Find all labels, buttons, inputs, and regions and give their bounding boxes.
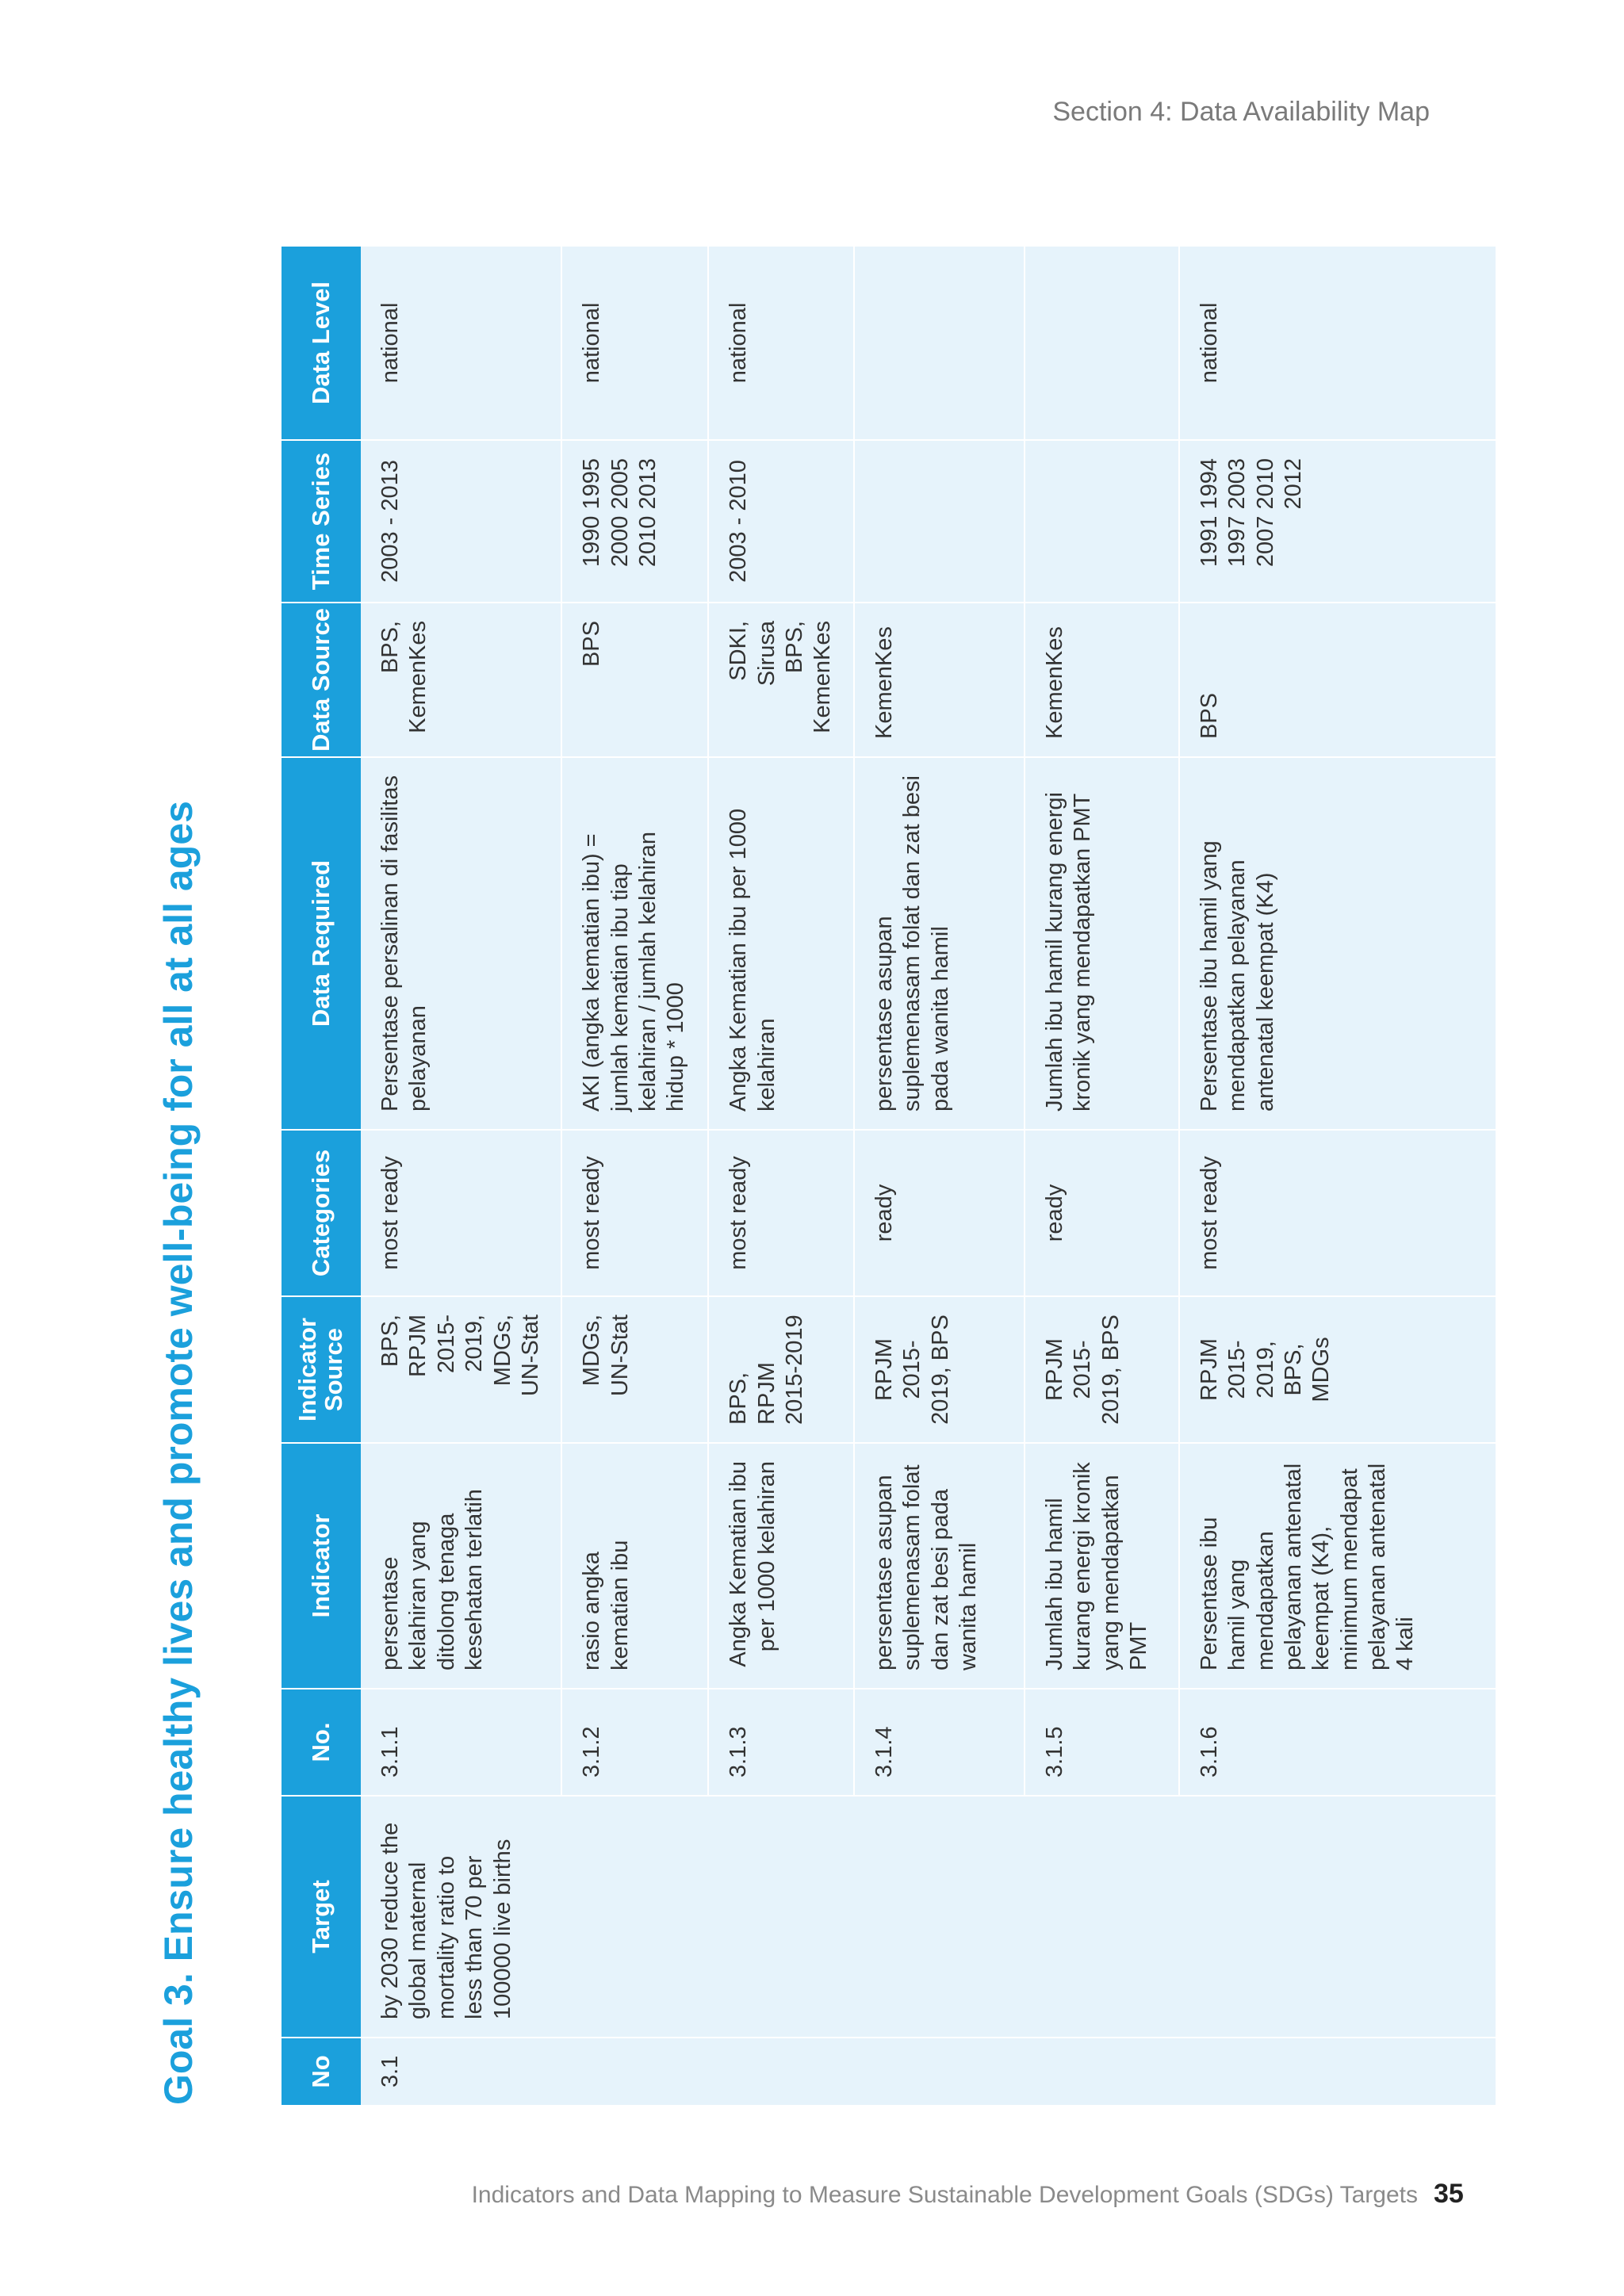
indicator-cell: persentase kelahiran yang ditolong tenaga kesehatan terlatih bbox=[361, 1443, 561, 1689]
data-required-cell: Persentase ibu hamil yang mendapatkan pelayanan antenatal keempat (K4) bbox=[1179, 757, 1496, 1130]
indicator-cell: Angka Kematian ibu per 1000 kelahiran bbox=[708, 1443, 854, 1689]
indicator-cell: persentase asupan suplemenasam folat dan zat besi pada wanita hamil bbox=[854, 1443, 1025, 1689]
data-source-cell: KemenKes bbox=[1025, 603, 1179, 757]
target-no-cell: 3.1 bbox=[361, 2038, 1496, 2105]
indicator-source-cell: RPJM 2015-2019, BPS, MDGs bbox=[1179, 1296, 1496, 1443]
indicator-cell: rasio angka kematian ibu bbox=[561, 1443, 708, 1689]
time-series-cell: 2003 - 2013 bbox=[361, 440, 561, 603]
col-header-target: Target bbox=[282, 1796, 361, 2038]
categories-cell: most ready bbox=[361, 1130, 561, 1296]
indicator-no-cell: 3.1.6 bbox=[1179, 1689, 1496, 1796]
footer-text: Indicators and Data Mapping to Measure Sustainable Development Goals (SDGs) Targets bbox=[471, 2182, 1418, 2208]
categories-cell: ready bbox=[854, 1130, 1025, 1296]
data-required-cell: persentase asupan suplemenasam folat dan zat besi pada wanita hamil bbox=[854, 757, 1025, 1130]
target-text-cell: by 2030 reduce the global maternal mortality ratio to less than 70 per 100000 live births bbox=[361, 1796, 1496, 2038]
categories-cell: ready bbox=[1025, 1130, 1179, 1296]
data-level-cell bbox=[1025, 246, 1179, 440]
time-series-cell: 1991 1994 1997 2003 2007 2010 2012 bbox=[1179, 440, 1496, 603]
page-number: 35 bbox=[1434, 2179, 1464, 2209]
data-required-cell: Persentase persalinan di fasilitas pelayanan bbox=[361, 757, 561, 1130]
col-header-no2: No. bbox=[282, 1689, 361, 1796]
data-source-cell: BPS bbox=[1179, 603, 1496, 757]
goal-title: Goal 3. Ensure healthy lives and promote well-being for all at all ages bbox=[156, 801, 201, 2105]
indicator-source-cell: BPS, RPJM 2015-2019, MDGs, UN-Stat bbox=[361, 1296, 561, 1443]
indicator-source-cell: BPS, RPJM 2015-2019 bbox=[708, 1296, 854, 1443]
rotated-page-content bbox=[151, 246, 1435, 2105]
data-required-cell: Angka Kematian ibu per 1000 kelahiran bbox=[708, 757, 854, 1130]
table-row bbox=[361, 246, 561, 2105]
indicator-no-cell: 3.1.3 bbox=[708, 1689, 854, 1796]
indicator-no-cell: 3.1.5 bbox=[1025, 1689, 1179, 1796]
data-source-cell: BPS, KemenKes bbox=[361, 603, 561, 757]
time-series-cell: 1990 1995 2000 2005 2010 2013 bbox=[561, 440, 708, 603]
data-availability-table bbox=[282, 245, 1497, 2105]
col-header-categories: Categories bbox=[282, 1130, 361, 1296]
indicator-source-cell: RPJM 2015-2019, BPS bbox=[854, 1296, 1025, 1443]
categories-cell: most ready bbox=[1179, 1130, 1496, 1296]
data-level-cell: national bbox=[708, 246, 854, 440]
data-source-cell: BPS bbox=[561, 603, 708, 757]
data-level-cell: national bbox=[1179, 246, 1496, 440]
data-required-cell: AKI (angka kematian ibu) = jumlah kematian ibu tiap kelahiran / jumlah kelahiran hidup * 1000 bbox=[561, 757, 708, 1130]
col-header-time-series: Time Series bbox=[282, 440, 361, 603]
indicator-cell: Persentase ibu hamil yang mendapatkan pelayanan antenatal keempat (K4), minimum mendapat pelayanan antenatal 4 kali bbox=[1179, 1443, 1496, 1689]
categories-cell: most ready bbox=[561, 1130, 708, 1296]
col-header-data-level: Data Level bbox=[282, 246, 361, 440]
indicator-cell: Jumlah ibu hamil kurang energi kronik yang mendapatkan PMT bbox=[1025, 1443, 1179, 1689]
data-level-cell: national bbox=[361, 246, 561, 440]
data-required-cell: Jumlah ibu hamil kurang energi kronik yang mendapatkan PMT bbox=[1025, 757, 1179, 1130]
col-header-indicator-source: Indicator Source bbox=[282, 1296, 361, 1443]
col-header-no: No bbox=[282, 2038, 361, 2105]
time-series-cell: 2003 - 2010 bbox=[708, 440, 854, 603]
col-header-data-source: Data Source bbox=[282, 603, 361, 757]
categories-cell: most ready bbox=[708, 1130, 854, 1296]
col-header-indicator: Indicator bbox=[282, 1443, 361, 1689]
time-series-cell bbox=[854, 440, 1025, 603]
data-source-cell: SDKI, Sirusa BPS, KemenKes bbox=[708, 603, 854, 757]
data-source-cell: KemenKes bbox=[854, 603, 1025, 757]
data-level-cell bbox=[854, 246, 1025, 440]
table-header-row bbox=[282, 246, 361, 2105]
time-series-cell bbox=[1025, 440, 1179, 603]
col-header-data-required: Data Required bbox=[282, 757, 361, 1130]
indicator-no-cell: 3.1.1 bbox=[361, 1689, 561, 1796]
data-level-cell: national bbox=[561, 246, 708, 440]
indicator-source-cell: RPJM 2015-2019, BPS bbox=[1025, 1296, 1179, 1443]
indicator-source-cell: MDGs, UN-Stat bbox=[561, 1296, 708, 1443]
indicator-no-cell: 3.1.4 bbox=[854, 1689, 1025, 1796]
section-header: Section 4: Data Availability Map bbox=[1052, 97, 1430, 127]
indicator-no-cell: 3.1.2 bbox=[561, 1689, 708, 1796]
